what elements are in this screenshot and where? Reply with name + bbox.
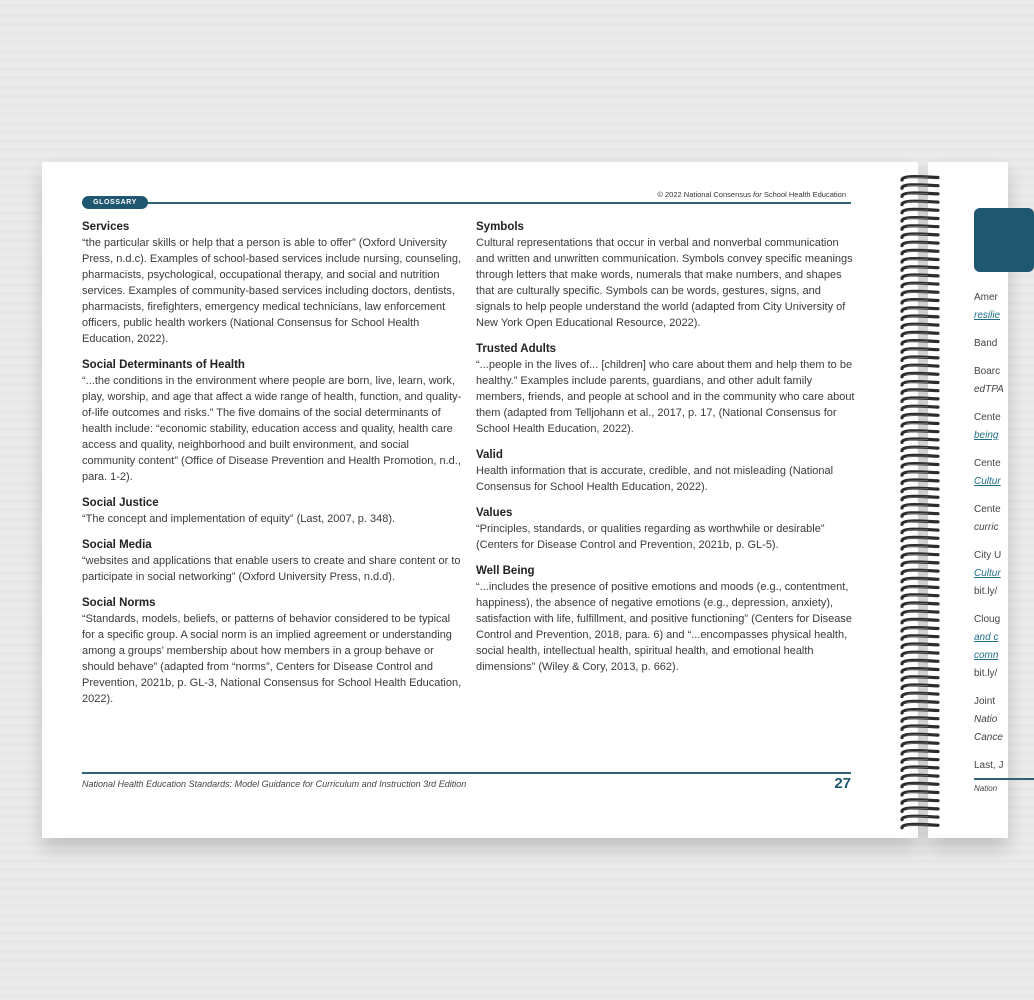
copyright-italic: for [753,190,762,199]
glossary-entry [476,564,856,675]
glossary-tag: GLOSSARY [82,196,148,209]
glossary-definition: “...people in the lives of... [children] who care about them and help them to be healthy.” Examples include parents, guardians, and other adult family members, friends, and people at school and in the community who care about them (adapted from Telljohann et al., 2017, p. 17, (National Consensus for School Health Education, 2022). [476,359,855,435]
reference-fragment: City U [974,550,1002,561]
glossary-term: Social Justice [82,497,159,509]
reference-fragment: edTPA [974,384,1004,395]
reference-fragment: Last, J [974,760,1004,771]
glossary-term: Social Determinants of Health [82,359,245,371]
reference-fragment: Cultur [974,476,1001,487]
reference-fragment: Cente [974,458,1001,469]
glossary-entry [82,496,462,527]
glossary-definition: Cultural representations that occur in verbal and nonverbal communication and written and unwritten communication. Symbols convey specific meanings through letters that make words, numerals that make numbers, and shapes that are culturally specific. Symbols can be words, gestures, signs, and signals to help people understand the world (adapted from City University of New York Open Educational Resource, 2022). [476,237,853,329]
glossary-definition: “Standards, models, beliefs, or patterns of behavior considered to be typical for a specific group. A social norm is an implied agreement or understanding among a groups’ membership about how members in a group behave or should behave” (adapted from “norms”, Centers for Disease Control and Prevention, 2021b, p. GL-3, National Consensus for School Health Education, 2022). [82,613,462,705]
glossary-term: Values [476,507,513,519]
reference-fragment: Cloug [974,614,1001,625]
glossary-entry [82,538,462,585]
spiral-binding [898,172,942,832]
glossary-term: Social Media [82,539,152,551]
reference-fragment: Band [974,338,998,349]
reference-fragment: and c [974,632,999,643]
glossary-term: Trusted Adults [476,343,557,355]
reference-fragment: bit.ly/ [974,668,998,679]
footer-rule [82,772,851,774]
glossary-term: Well Being [476,565,535,577]
glossary-definition: “Principles, standards, or qualities regarding as worthwhile or desirable” (Centers for Disease Control and Prevention, 2021b, p. GL-5). [476,523,825,551]
right-page-footer: Nation [974,784,998,793]
glossary-entry [476,506,856,553]
glossary-entry [476,220,856,331]
reference-fragment: Boarc [974,366,1001,377]
reference-fragment: resilie [974,310,1001,321]
glossary-term: Services [82,221,130,233]
reference-fragment: Natio [974,714,998,725]
glossary-column-right [476,220,856,686]
reference-fragment: Cente [974,412,1001,423]
glossary-entry [82,358,462,485]
right-page-footer-rule [974,778,1034,780]
glossary-entry [476,448,856,495]
copyright-notice [657,190,846,199]
left-page [42,162,918,838]
glossary-definition: “...includes the presence of positive emotions and moods (e.g., contentment, happiness), the absence of negative emotions (e.g., depression, anxiety), satisfaction with life, fulfillment, and positive functioning” (Centers for Disease Control and Prevention, 2018, para. 6) and “...encompasses physical health, social health, intellectual health, spiritual health, and emotional health dimensions” (Wiley & Cory, 2013, p. 662). [476,581,853,673]
right-page-header-box [974,208,1034,272]
copyright-suffix: School Health Education [761,190,846,199]
reference-fragment: comn [974,650,999,661]
copyright-prefix: © 2022 National Consensus [657,190,753,199]
glossary-definition: “The concept and implementation of equity” (Last, 2007, p. 348). [82,513,396,525]
reference-fragment: Joint [974,696,996,707]
reference-fragment: Cance [974,732,1003,743]
glossary-definition: “the particular skills or help that a person is able to offer” (Oxford University Press, n.d.c). Examples of school-based services include nursing, counseling, pharmacists, psychological, occupational therapy, and social and nutrition services. Examples of community-based services including doctors, dentists, pharmacists, firefighters, emergency medical technicians, law enforcement officers, public health workers (National Consensus for School Health Education, 2022). [82,237,462,345]
footer-title: National Health Education Standards: Model Guidance for Curriculum and Instruction 3rd Edition [82,779,467,789]
glossary-definition: Health information that is accurate, credible, and not misleading (National Consensus for School Health Education, 2022). [476,465,834,493]
glossary-definition: “...the conditions in the environment where people are born, live, learn, work, play, worship, and age that affect a wide range of health, function, and quality-of-life outcomes and risks.” The five domains of the social determinants of health include: “economic stability, education access and quality, health care access and quality, neighborhood and built environment, and social community content” (Office of Disease Prevention and Health Promotion, n.d., para. 1-2). [82,375,462,483]
header-rule [82,202,851,204]
reference-fragment: Cultur [974,568,1001,579]
glossary-term: Valid [476,449,503,461]
glossary-entry [82,220,462,347]
glossary-term: Symbols [476,221,524,233]
reference-fragment: Amer [974,292,998,303]
page-number: 27 [834,775,851,792]
reference-fragment: being [974,430,999,441]
glossary-column-left [82,220,462,718]
reference-fragment: Cente [974,504,1001,515]
glossary-term: Social Norms [82,597,156,609]
reference-fragment: curric [974,522,999,533]
glossary-entry [82,596,462,707]
glossary-entry [476,342,856,437]
glossary-definition: “websites and applications that enable users to create and share content or to participate in social networking” (Oxford University Press, n.d.d). [82,555,461,583]
reference-fragment: bit.ly/ [974,586,998,597]
